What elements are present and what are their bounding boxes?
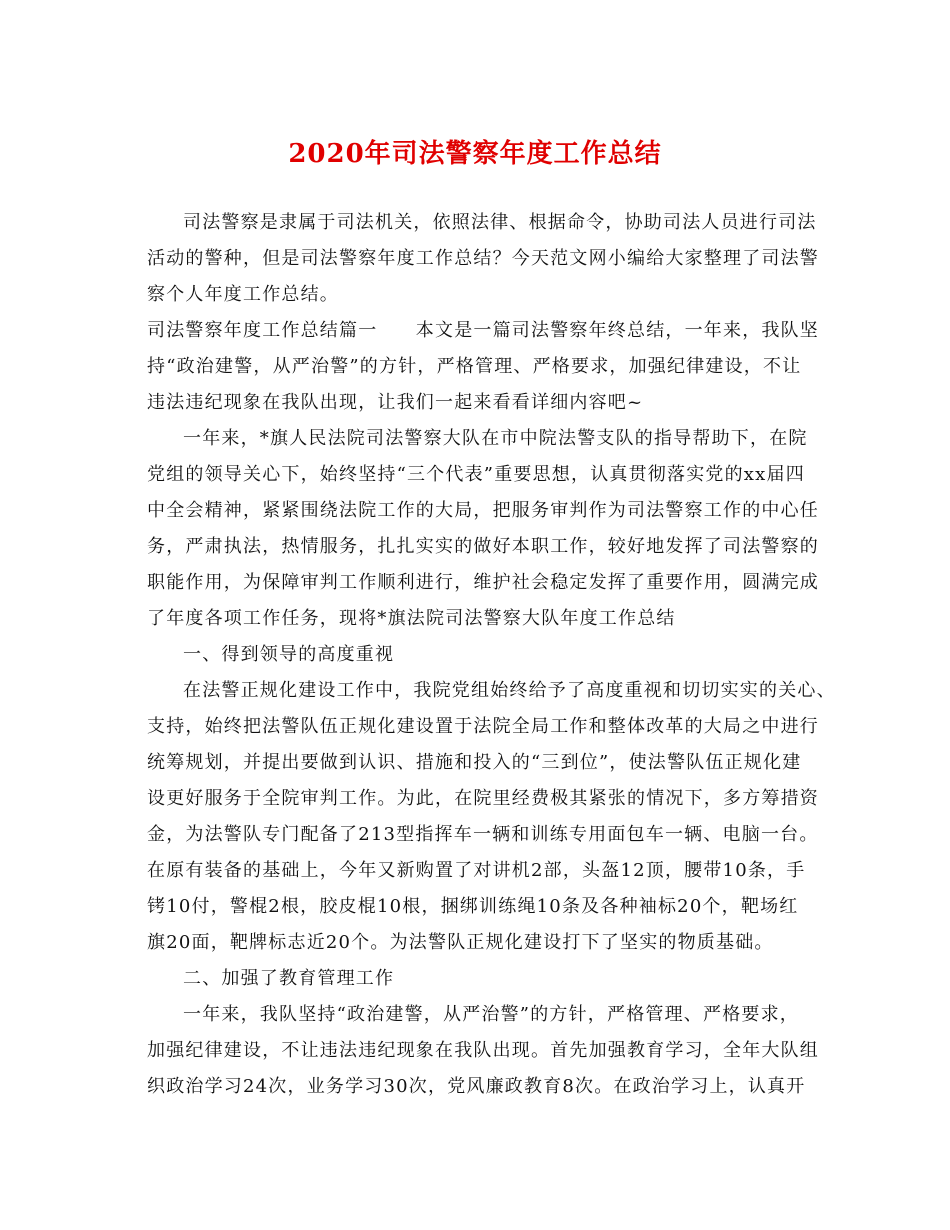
paragraph-line: 职能作用，为保障审判工作顺利进行，维护社会稳定发挥了重要作用，圆满完成	[147, 572, 819, 593]
section-heading: 二、加强了教育管理工作	[183, 968, 395, 989]
paragraph-line: 活动的警种，但是司法警察年度工作总结？今天范文网小编给大家整理了司法警	[147, 248, 819, 269]
paragraph-line: 了年度各项工作任务，现将*旗法院司法警察大队年度工作总结	[147, 608, 676, 629]
paragraph-line: 一年来，我队坚持“政治建警，从严治警”的方针，严格管理、严格要求，	[183, 1004, 800, 1025]
paragraph-line: 违法违纪现象在我队出现，让我们一起来看看详细内容吧~	[147, 392, 644, 413]
paragraph-line: 中全会精神，紧紧围绕法院工作的大局，把服务审判作为司法警察工作的中心任	[147, 500, 819, 521]
paragraph-line: 司法警察是隶属于司法机关，依照法律、根据命令，协助司法人员进行司法	[183, 212, 817, 233]
paragraph-line: 支持，始终把法警队伍正规化建设置于法院全局工作和整体改革的大局之中进行	[147, 716, 819, 737]
paragraph-line: 金，为法警队专门配备了213型指挥车一辆和训练专用面包车一辆、电脑一台。	[147, 824, 819, 845]
paragraph-line: 持“政治建警，从严治警”的方针，严格管理、严格要求，加强纪律建设，不让	[147, 356, 802, 377]
document-title: 2020年司法警察年度工作总结	[288, 139, 662, 169]
paragraph-line: 在法警正规化建设工作中，我院党组始终给予了高度重视和切切实实的关心、	[183, 680, 836, 701]
paragraph-line: 察个人年度工作总结。	[147, 284, 339, 305]
paragraph-line: 党组的领导关心下，始终坚持“三个代表”重要思想，认真贯彻落实党的xx届四	[147, 464, 805, 485]
paragraph-line: 加强纪律建设，不让违法违纪现象在我队出现。首先加强教育学习，全年大队组	[147, 1040, 819, 1061]
paragraph-line: 一年来，*旗人民法院司法警察大队在市中院法警支队的指导帮助下，在院	[183, 428, 808, 449]
section-heading: 一、得到领导的高度重视	[183, 644, 395, 665]
paragraph-line: 织政治学习24次，业务学习30次，党风廉政教育8次。在政治学习上，认真开	[147, 1076, 806, 1097]
paragraph-line: 旗20面，靶牌标志近20个。为法警队正规化建设打下了坚实的物质基础。	[147, 932, 774, 953]
paragraph-line: 务，严肃执法，热情服务，扎扎实实的做好本职工作，较好地发挥了司法警察的	[147, 536, 819, 557]
paragraph-line: 统筹规划，并提出要做到认识、措施和投入的“三到位”，使法警队伍正规化建	[147, 752, 802, 773]
paragraph-line: 司法警察年度工作总结篇一 本文是一篇司法警察年终总结，一年来，我队坚	[147, 320, 819, 341]
paragraph-line: 设更好服务于全院审判工作。为此，在院里经费极其紧张的情况下，多方筹措资	[147, 788, 819, 809]
paragraph-line: 在原有装备的基础上，今年又新购置了对讲机2部，头盔12顶，腰带10条，手	[147, 860, 806, 881]
paragraph-line: 铐10付，警棍2根，胶皮棍10根，捆绑训练绳10条及各种袖标20个，靶场红	[147, 896, 799, 917]
